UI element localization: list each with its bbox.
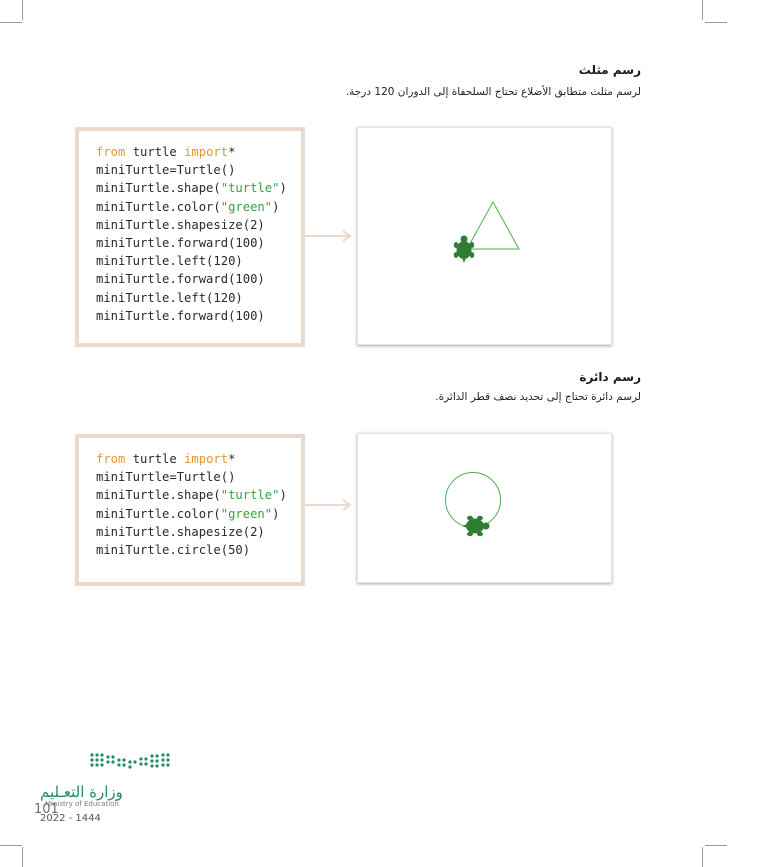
- turtle-icon: [462, 516, 490, 536]
- ministry-name-arabic: وزارة التعـليم: [40, 783, 123, 801]
- turtle-icon: [454, 236, 474, 264]
- crop-mark: [705, 22, 727, 23]
- code-line: miniTurtle.left(120): [96, 254, 243, 269]
- code-line: miniTurtle.forward(100): [96, 272, 265, 287]
- code-block-triangle: [75, 127, 305, 347]
- crop-mark: [22, 0, 23, 20]
- ministry-name-english: Ministry of Education: [45, 800, 119, 808]
- code-line: miniTurtle.shapesize(2): [96, 524, 265, 539]
- code-line: from turtle import*: [96, 452, 236, 466]
- turtle-output-canvas-circle: [357, 433, 612, 583]
- code-line: from turtle import*: [96, 145, 236, 159]
- code-line: miniTurtle.left(120): [96, 290, 243, 305]
- code-line: miniTurtle=Turtle(): [96, 470, 236, 485]
- code-line: miniTurtle.forward(100): [96, 308, 265, 323]
- code-line: miniTurtle=Turtle(): [96, 163, 236, 178]
- code-line: miniTurtle.shape("turtle"): [96, 488, 287, 503]
- triangle-drawing: [358, 128, 611, 344]
- crop-mark: [705, 845, 727, 846]
- code-line: miniTurtle.color("green"): [96, 506, 280, 521]
- code-line: miniTurtle.color("green"): [96, 199, 280, 214]
- edition-year: 2022 - 1444: [40, 813, 101, 824]
- crop-mark: [702, 0, 703, 20]
- section-heading-circle: رسم دائرة: [579, 370, 641, 384]
- turtle-output-canvas-triangle: [357, 127, 612, 345]
- arrow-right-icon: [304, 229, 354, 243]
- code-line: miniTurtle.shape("turtle"): [96, 181, 287, 196]
- code-line: miniTurtle.forward(100): [96, 236, 265, 251]
- crop-mark: [22, 847, 23, 867]
- code-block-circle: [75, 434, 305, 586]
- code-line: miniTurtle.shapesize(2): [96, 217, 265, 232]
- crop-mark: [0, 22, 22, 23]
- section-description-triangle: لرسم مثلث متطابق الأضلاع تحتاج السلحفاة إلى الدوران 120 درجة.: [345, 86, 641, 98]
- code-line: miniTurtle.circle(50): [96, 543, 251, 558]
- circle-drawing: [358, 434, 611, 582]
- section-description-circle: لرسم دائرة تحتاج إلى تحديد نصف قطر الدائرة.: [435, 391, 641, 403]
- crop-mark: [0, 845, 22, 846]
- page-number: 101: [34, 802, 59, 817]
- arrow-right-icon: [304, 498, 354, 512]
- crop-mark: [702, 847, 703, 867]
- section-heading-triangle: رسم مثلث: [578, 63, 641, 77]
- ministry-logo-icon: [88, 751, 174, 777]
